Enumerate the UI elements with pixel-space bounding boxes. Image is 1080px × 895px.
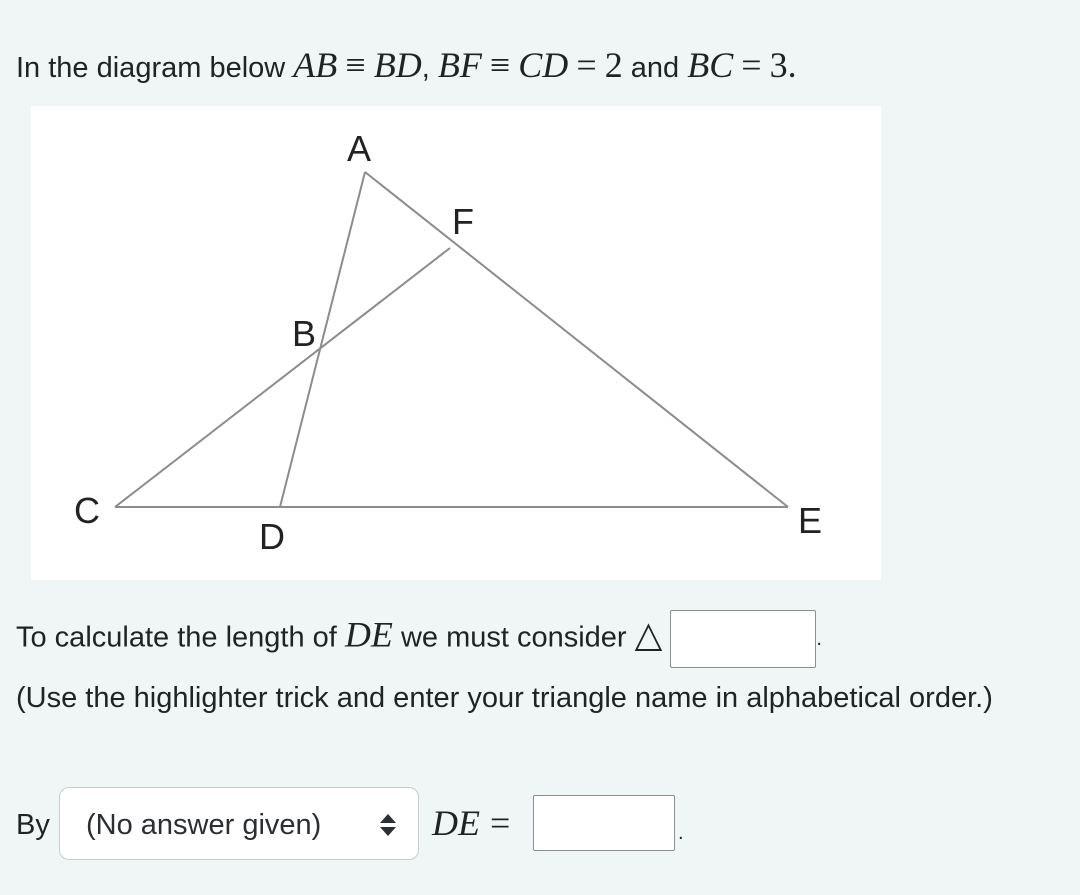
equals-symbol: = bbox=[741, 45, 762, 85]
and-word: and bbox=[622, 52, 688, 84]
geometry-diagram bbox=[31, 106, 881, 580]
math-bd: BD bbox=[373, 45, 422, 85]
value-two: 2 bbox=[604, 45, 623, 85]
label-b: B bbox=[292, 313, 317, 354]
value-three: 3 bbox=[769, 45, 788, 85]
comma: , bbox=[421, 52, 438, 84]
math-de: DE bbox=[432, 803, 480, 843]
math-ab: AB bbox=[293, 45, 338, 85]
consider-text bbox=[16, 610, 822, 668]
diagram-svg bbox=[31, 106, 881, 580]
consider-prefix: To calculate the length of bbox=[16, 621, 345, 654]
segment-cf bbox=[115, 248, 450, 507]
consider-suffix: we must consider bbox=[392, 621, 635, 654]
de-equation bbox=[432, 801, 510, 845]
triangle-name-input[interactable] bbox=[670, 610, 816, 668]
reason-select[interactable] bbox=[59, 787, 419, 860]
segment-ae bbox=[365, 172, 788, 507]
by-label: By bbox=[16, 809, 50, 841]
equiv-symbol: ≡ bbox=[489, 45, 511, 85]
label-d: D bbox=[259, 516, 285, 557]
period: . bbox=[787, 45, 797, 85]
question-prefix: In the diagram below bbox=[16, 52, 294, 84]
label-a: A bbox=[347, 128, 372, 169]
equals-symbol: = bbox=[576, 45, 597, 85]
question-text bbox=[16, 45, 797, 88]
de-length-input[interactable] bbox=[533, 795, 675, 851]
reason-select-value: (No answer given) bbox=[86, 809, 322, 841]
label-f: F bbox=[452, 201, 474, 242]
select-updown-icon bbox=[374, 806, 402, 844]
label-c: C bbox=[74, 490, 100, 531]
hint-text: (Use the highlighter trick and enter your triangle name in alphabetical order.) bbox=[16, 682, 993, 714]
math-cd: CD bbox=[518, 45, 569, 85]
math-de: DE bbox=[344, 614, 393, 655]
period: . bbox=[678, 822, 684, 844]
period: . bbox=[816, 628, 822, 650]
equiv-symbol: ≡ bbox=[345, 45, 366, 85]
label-e: E bbox=[798, 500, 823, 541]
equals-symbol: = bbox=[490, 803, 511, 843]
triangle-symbol: △ bbox=[634, 614, 663, 655]
math-bf: BF bbox=[437, 45, 482, 85]
math-bc: BC bbox=[687, 45, 734, 85]
